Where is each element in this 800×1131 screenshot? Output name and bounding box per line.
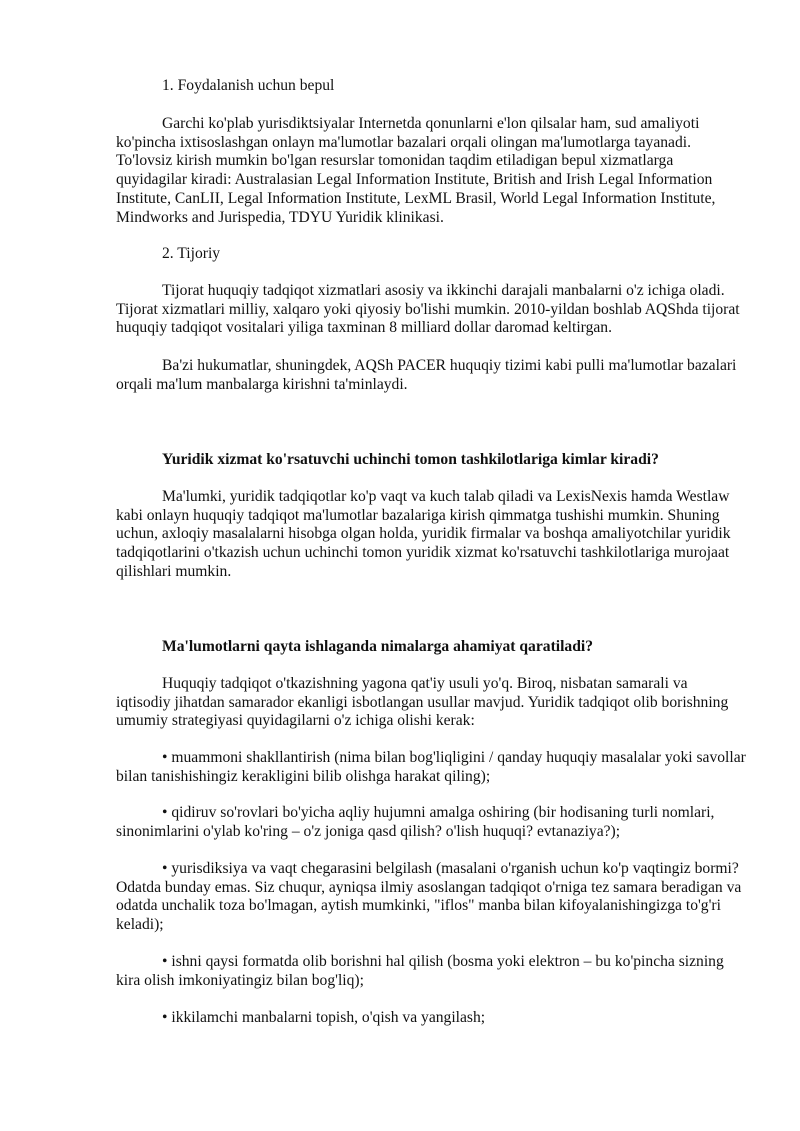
section-1-paragraph: Garchi ko'plab yurisdiktsiyalar Internetda qonunlarni e'lon qilsalar ham, sud amaliyoti ko'pincha ixtisoslashgan onlayn ma'lumotlar bazalari orqali olingan ma'lumotlarga tayanadi. To'lovsiz kirish mumkin bo'lgan resurslar tomonidan taqdim etiladigan bepul xizmatlarga quyidagilar kiradi: Australasian Legal Information Institute, British and Irish Legal Information Institute, CanLII, Legal Information Institute, LexML Brasil, World Legal Information Institute, Mindworks and Jurispedia, TDYU Yuridik klinikasi. [116,115,716,226]
section-2-title: 2. Tijoriy [162,245,221,262]
section-2-paragraph-1: Tijorat huquqiy tadqiqot xizmatlari asosiy va ikkinchi darajali manbalarni o'z ichiga oladi. Tijorat xizmatlari milliy, xalqaro yoki qiyosiy bo'lishi mumkin. 2010-yildan boshlab AQShda tijorat huquqiy tadqiqot vositalari yiliga taxminan 8 milliard dollar daromad keltirgan. [116,282,740,337]
list-item: • ishni qaysi formatda olib borishni hal qilish (bosma yoki elektron – bu ko'pincha sizning kira olish imkoniyatingiz bilan bog'liq); [116,953,724,989]
heading-data-processing: Ma'lumotlarni qayta ishlaganda nimalarga ahamiyat qaratiladi? [162,638,594,655]
data-processing-paragraph: Huquqiy tadqiqot o'tkazishning yagona qat'iy usuli yo'q. Biroq, nisbatan samarali va iqtisodiy jihatdan samarador ekanligi isbotlangan usullar mavjud. Yuridik tadqiqot olib borishning umumiy strategiyasi quyidagilarni o'z ichiga olishi kerak: [116,675,729,730]
list-item: • qidiruv so'rovlari bo'yicha aqliy hujumni amalga oshiring (bir hodisaning turli nomlari, sinonimlarini o'ylab ko'ring – o'z joniga qasd qilish? o'lish huquqi? evtanaziya?); [116,804,715,840]
list-item: • yurisdiksiya va vaqt chegarasini belgilash (masalani o'rganish uchun ko'p vaqtingiz bormi? Odatda bunday emas. Siz chuqur, ayniqsa ilmiy asoslangan tadqiqot o'rniga tez samara beradigan va odatda unchalik toza bo'lmagan, aytish mumkinki, "iflos" manba bilan kifoyalanishingizga to'g'ri keladi); [116,860,742,934]
heading-third-party-services: Yuridik xizmat ko'rsatuvchi uchinchi tomon tashkilotlariga kimlar kiradi? [162,451,659,468]
third-party-paragraph: Ma'lumki, yuridik tadqiqotlar ko'p vaqt va kuch talab qiladi va LexisNexis hamda Westlaw kabi onlayn huquqiy tadqiqot ma'lumotlar bazalariga kirish qimmatga tushishi mumkin. Shuning uchun, axloqiy masalalarni hisobga olgan holda, yuridik firmalar va boshqa amaliyotchilar yuridik tadqiqotlarini o'tkazish uchun uchinchi tomon yuridik xizmat ko'rsatuvchi tashkilotlariga murojaat qilishlari mumkin. [116,488,731,580]
list-item: • ikkilamchi manbalarni topish, o'qish va yangilash; [162,1009,486,1026]
section-1-title: 1. Foydalanish uchun bepul [162,77,335,94]
list-item: • muammoni shakllantirish (nima bilan bog'liqligini / qanday huquqiy masalalar yoki savollar bilan tanishishingiz kerakligini bilib olishga harakat qiling); [116,749,746,785]
section-2-paragraph-2: Ba'zi hukumatlar, shuningdek, AQSh PACER huquqiy tizimi kabi pulli ma'lumotlar bazalari orqali ma'lum manbalarga kirishni ta'minlaydi. [116,357,737,393]
